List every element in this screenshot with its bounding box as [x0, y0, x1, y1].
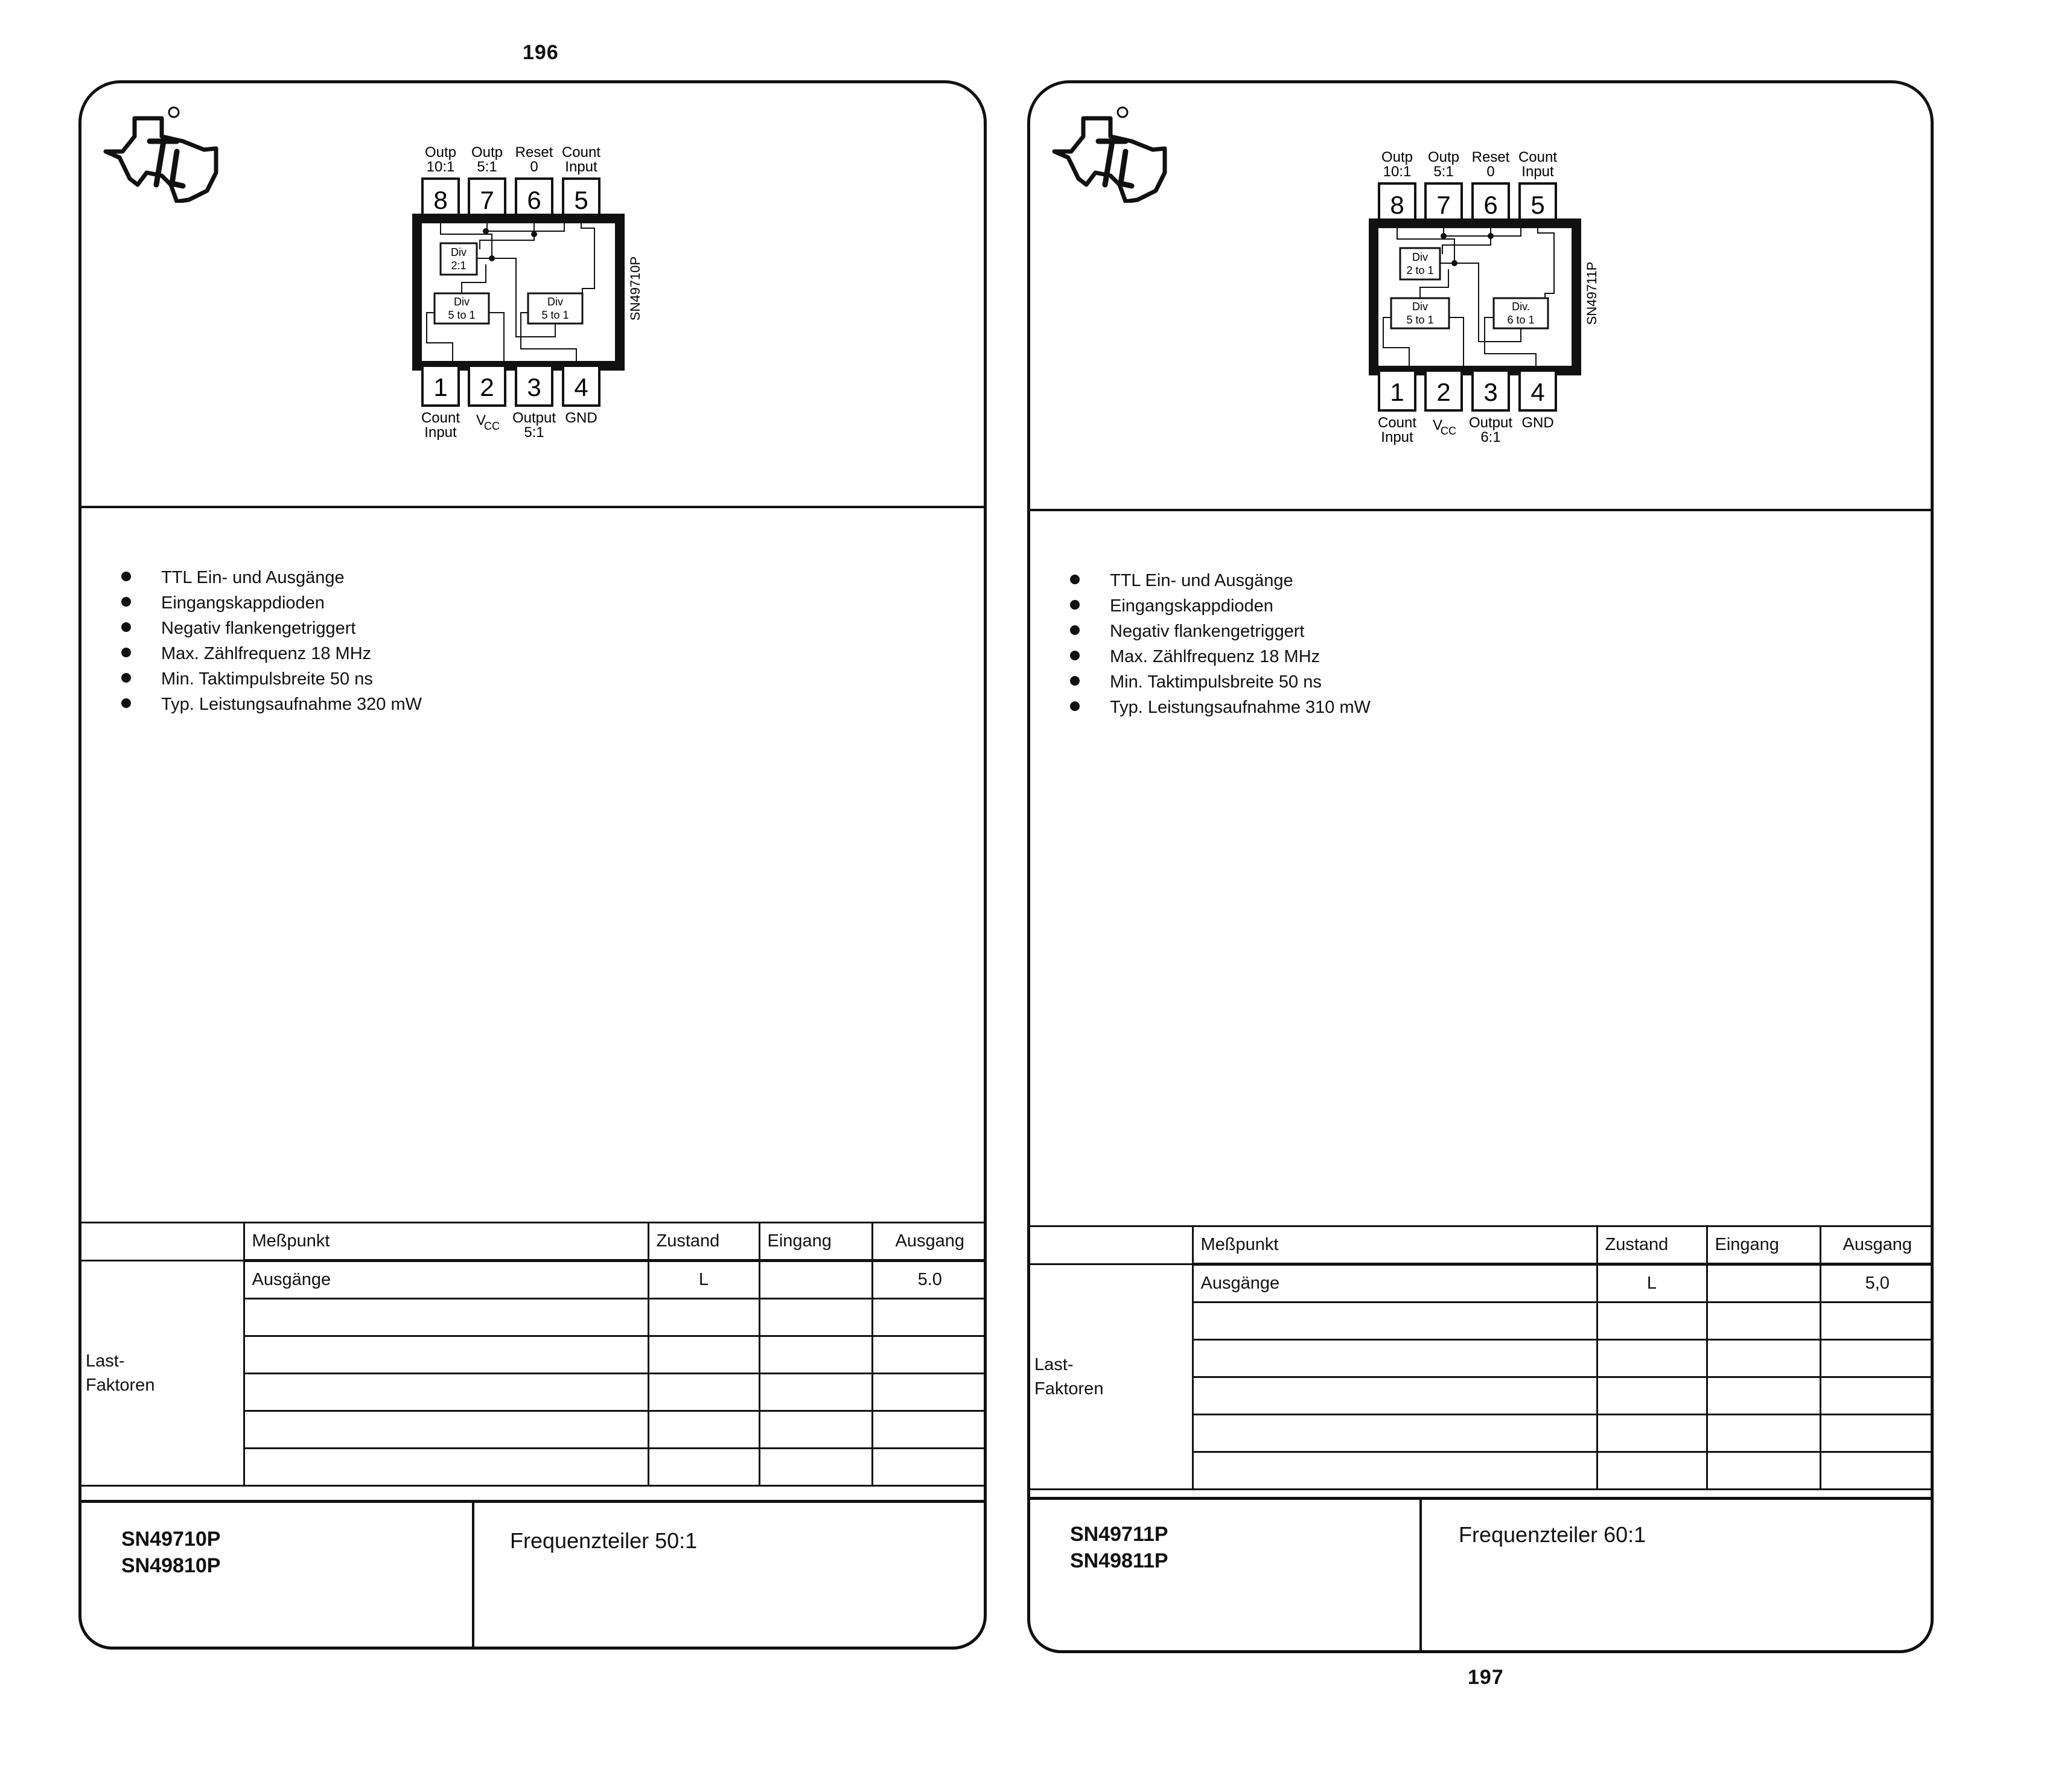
div-block-2-label: Div [1412, 301, 1428, 313]
pin-7: 7 [1436, 191, 1451, 219]
feature-list [1070, 568, 1371, 720]
chip-pinout-diagram [407, 144, 685, 530]
last-faktoren-label-2: Faktoren [1034, 1379, 1104, 1398]
pin-label-bottom-3a: Output [512, 410, 556, 426]
feature-list [121, 565, 422, 717]
header-messpunkt: Meßpunkt [244, 1223, 648, 1261]
div-block-1-ratio: 2 to 1 [1406, 264, 1434, 276]
header-messpunkt: Meßpunkt [1193, 1226, 1597, 1264]
pin-label-top-1b: 10:1 [1383, 164, 1412, 180]
pin-label-bottom-4a: GND [565, 410, 597, 426]
pin-label-top-2b: 5:1 [477, 159, 497, 175]
pin-label-top-4b: Input [565, 159, 597, 175]
div-block-2-ratio: 5 to 1 [448, 309, 476, 321]
pin-label-top-1a: Outp [1381, 149, 1413, 165]
cell-ausgang: 5,0 [1820, 1264, 1934, 1303]
pin-5: 5 [1530, 191, 1545, 219]
div-block-3-label: Div [547, 296, 563, 308]
ti-logo-icon [92, 94, 225, 203]
header-zustand: Zustand [648, 1223, 759, 1261]
cell-messpunkt: Ausgänge [1193, 1264, 1597, 1303]
last-faktoren-label-1: Last- [1034, 1355, 1074, 1374]
pin-1: 1 [1390, 378, 1404, 406]
last-faktoren-label-2: Faktoren [86, 1376, 155, 1395]
table-row [78, 1261, 987, 1299]
device-description: Frequenzteiler 60:1 [1459, 1522, 1646, 1547]
div-block-1-label: Div [1412, 251, 1428, 263]
cell-zustand: L [1597, 1264, 1707, 1303]
pin-label-bottom-1a: Count [1377, 415, 1417, 431]
table-row [1027, 1264, 1934, 1303]
pin-3: 3 [527, 373, 541, 401]
header-ausgang: Ausgang [872, 1223, 987, 1261]
pin-label-bottom-2a: V [1432, 417, 1443, 433]
datasheet-card-right [1027, 80, 1934, 1653]
part-numbers [121, 1526, 220, 1579]
chip-side-label: SN49711P [1584, 261, 1599, 325]
pin-label-top-2b: 5:1 [1433, 164, 1454, 180]
list-item: Eingangskappdioden [1070, 593, 1371, 619]
device-description: Frequenzteiler 50:1 [510, 1528, 698, 1553]
div-block-2-ratio: 5 to 1 [1406, 314, 1434, 326]
datasheet-card-left [78, 80, 987, 1650]
pin-1: 1 [433, 373, 448, 401]
div-block-1-label: Div [451, 246, 467, 258]
last-faktoren-label-1: Last- [86, 1351, 125, 1371]
pin-4: 4 [574, 373, 588, 401]
pin-label-top-3b: 0 [1486, 164, 1495, 180]
ti-logo-icon [1041, 94, 1174, 203]
pin-label-top-4a: Count [1518, 149, 1558, 165]
pin-6: 6 [527, 186, 541, 214]
pin-label-top-2a: Outp [471, 144, 503, 161]
list-item: Negativ flankengetriggert [121, 616, 422, 641]
pin-label-bottom-4a: GND [1521, 415, 1554, 431]
header-eingang: Eingang [759, 1223, 872, 1261]
pin-label-bottom-3a: Output [1468, 415, 1513, 431]
pin-label-bottom-2a: V [476, 412, 486, 429]
pin-7: 7 [480, 186, 494, 214]
pin-label-bottom-3b: 6:1 [1480, 429, 1501, 445]
pin-label-top-1a: Outp [424, 144, 457, 161]
div-block-3-label: Div. [1512, 301, 1530, 313]
header-zustand: Zustand [1597, 1226, 1707, 1264]
part-number: SN49811P [1070, 1549, 1168, 1572]
div-block-3-ratio: 6 to 1 [1507, 314, 1535, 326]
chip-side-label: SN49710P [628, 256, 643, 321]
list-item: Min. Taktimpulsbreite 50 ns [1070, 669, 1371, 695]
cell-ausgang: 5.0 [872, 1261, 987, 1299]
page-number-right: 197 [1468, 1666, 1504, 1689]
page-number-left: 196 [523, 41, 559, 64]
pin-label-top-4b: Input [1521, 164, 1554, 180]
div-block-1-ratio: 2:1 [451, 260, 467, 272]
pin-label-top-3b: 0 [530, 159, 538, 175]
list-item: Typ. Leistungsaufnahme 320 mW [121, 692, 422, 717]
cell-messpunkt: Ausgänge [244, 1261, 648, 1299]
pin-8: 8 [433, 186, 448, 214]
pin-3: 3 [1483, 378, 1498, 406]
pin-5: 5 [574, 186, 588, 214]
list-item: TTL Ein- und Ausgänge [1070, 568, 1371, 593]
chip-pinout-diagram [1364, 148, 1642, 535]
list-item: Max. Zählfrequenz 18 MHz [1070, 644, 1371, 669]
pin-label-bottom-3b: 5:1 [524, 424, 544, 441]
pin-label-bottom-1b: Input [1381, 429, 1413, 445]
pin-2: 2 [480, 373, 494, 401]
header-eingang: Eingang [1707, 1226, 1820, 1264]
list-item: Typ. Leistungsaufnahme 310 mW [1070, 695, 1371, 720]
part-number: SN49810P [121, 1554, 221, 1577]
pin-label-top-3a: Reset [515, 144, 553, 161]
pin-4: 4 [1530, 378, 1545, 406]
pin-6: 6 [1483, 191, 1498, 219]
part-number: SN49710P [121, 1528, 221, 1551]
cell-eingang [1707, 1264, 1820, 1303]
pin-label-bottom-1a: Count [421, 410, 460, 426]
pin-label-bottom-2b: CC [1441, 425, 1456, 437]
pin-label-bottom-1b: Input [424, 424, 457, 441]
pin-label-top-4a: Count [561, 144, 601, 161]
cell-eingang [759, 1261, 872, 1299]
load-factor-table [1027, 1225, 1934, 1490]
pin-8: 8 [1390, 191, 1404, 219]
pin-label-top-3a: Reset [1471, 149, 1510, 165]
list-item: Negativ flankengetriggert [1070, 619, 1371, 644]
header-ausgang: Ausgang [1820, 1226, 1934, 1264]
pin-label-bottom-2b: CC [484, 420, 500, 432]
pin-2: 2 [1436, 378, 1451, 406]
div-block-3-ratio: 5 to 1 [541, 309, 569, 321]
pin-label-top-1b: 10:1 [426, 159, 455, 175]
div-block-2-label: Div [454, 296, 470, 308]
part-number: SN49711P [1070, 1523, 1168, 1546]
list-item: Max. Zählfrequenz 18 MHz [121, 641, 422, 666]
list-item: Eingangskappdioden [121, 590, 422, 616]
part-numbers [1070, 1521, 1168, 1574]
cell-zustand: L [648, 1261, 759, 1299]
pin-label-top-2a: Outp [1427, 149, 1460, 165]
list-item: Min. Taktimpulsbreite 50 ns [121, 666, 422, 692]
list-item: TTL Ein- und Ausgänge [121, 565, 422, 590]
load-factor-table [78, 1222, 987, 1487]
